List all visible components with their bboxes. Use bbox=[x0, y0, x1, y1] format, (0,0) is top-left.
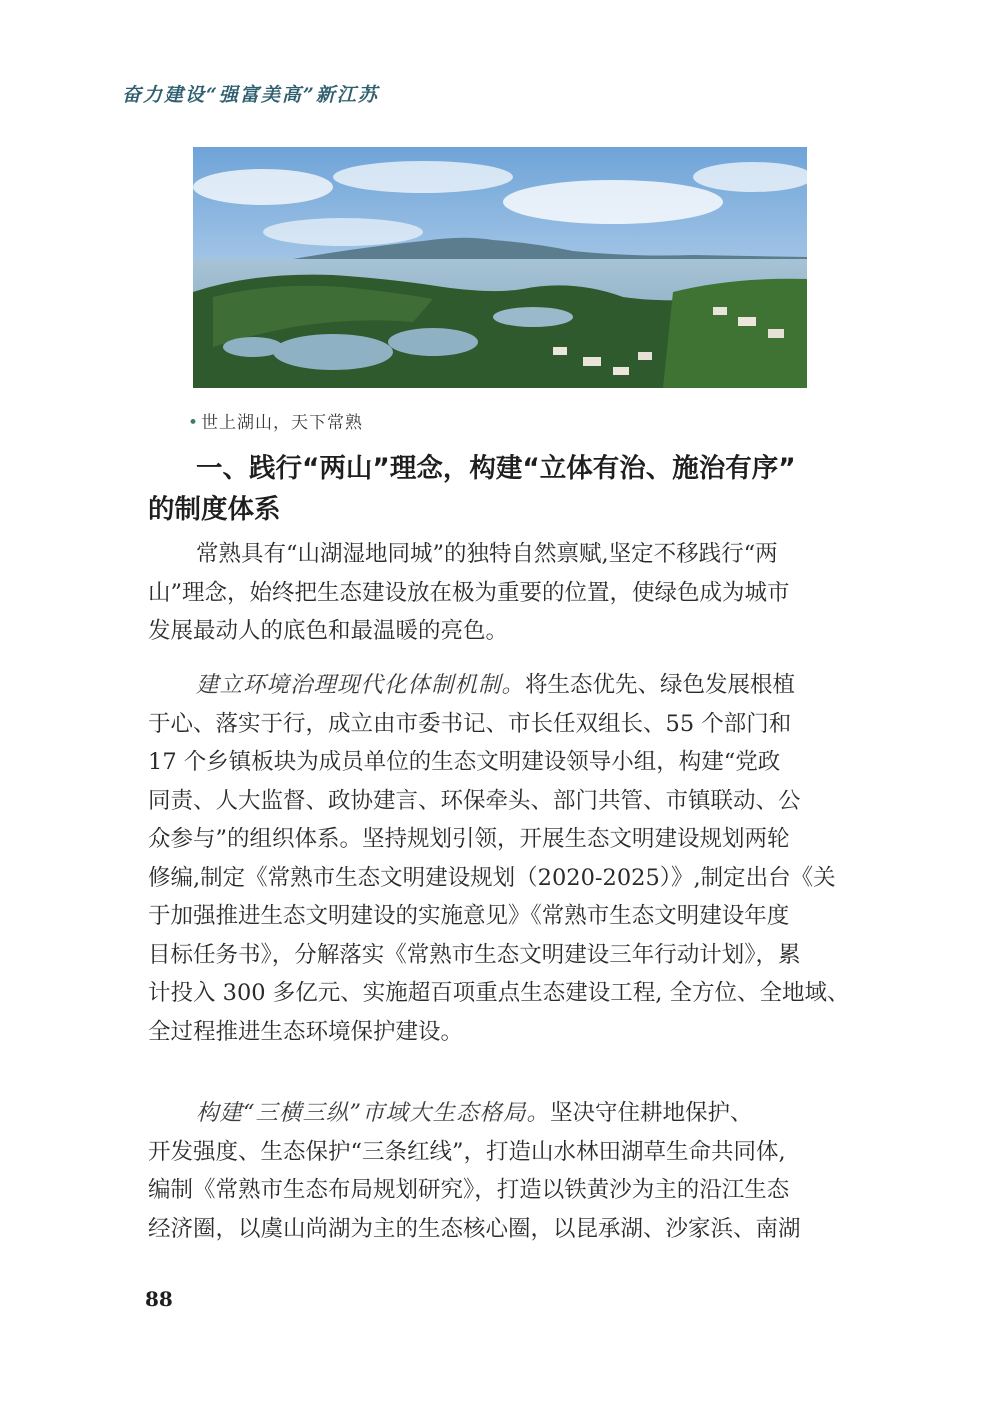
paragraph-line bbox=[148, 1094, 860, 1133]
paragraph-line: 修编,制定《常熟市生态文明建设规划（2020-2025）》,制定出台《关 bbox=[148, 864, 836, 891]
running-head-title: 奋力建设“强富美高”新江苏 bbox=[122, 84, 379, 106]
lake-landscape-photo bbox=[193, 147, 807, 388]
paragraph-line: 全过程推进生态环境保护建设。 bbox=[148, 1018, 464, 1045]
paragraph-line: 发展最动人的底色和最温暖的亮色。 bbox=[148, 618, 509, 644]
section-heading-line-2: 的制度体系 bbox=[148, 494, 281, 525]
page-number: 88 bbox=[145, 1287, 173, 1311]
figure-caption-text: 世上湖山，天下常熟 bbox=[201, 413, 364, 433]
paragraph-line: 常熟具有“山湖湿地同城”的独特自然禀赋,坚定不移践行“两 bbox=[196, 541, 778, 567]
paragraph-lead-phrase: 构建“三横三纵”市域大生态格局。 bbox=[196, 1100, 551, 1126]
paragraph-line-rest: 将生态优先、绿色发展根植 bbox=[525, 672, 796, 698]
paragraph-line: 于加强推进生态文明建设的实施意见》《常熟市生态文明建设年度 bbox=[148, 903, 790, 929]
paragraph-line: 17 个乡镇板块为成员单位的生态文明建设领导小组，构建“党政 bbox=[148, 749, 781, 775]
paragraph-line: 同责、人大监督、政协建言、环保牵头、部门共管、市镇联动、公 bbox=[148, 787, 801, 814]
section-heading-line-1: 一、践行“两山”理念，构建“立体有治、施治有序” bbox=[196, 453, 796, 484]
paragraph-line bbox=[148, 666, 860, 705]
paragraph-line: 经济圈，以虞山尚湖为主的生态核心圈，以昆承湖、沙家浜、南湖 bbox=[148, 1215, 801, 1242]
paragraph-line: 于心、落实于行，成立由市委书记、市长任双组长、55 个部门和 bbox=[148, 710, 792, 737]
section-heading bbox=[148, 448, 860, 530]
paragraph-line: 众参与”的组织体系。坚持规划引领，开展生态文明建设规划两轮 bbox=[148, 826, 790, 852]
paragraph-line: 计投入 300 多亿元、实施超百项重点生态建设工程, 全方位、全地域、 bbox=[148, 980, 850, 1006]
figure-caption bbox=[188, 408, 363, 433]
paragraph-line: 目标任务书》，分解落实《常熟市生态文明建设三年行动计划》，累 bbox=[148, 941, 801, 968]
paragraph-line: 编制《常熟市生态布局规划研究》，打造以铁黄沙为主的沿江生态 bbox=[148, 1177, 790, 1203]
lake-landscape-illustration bbox=[193, 147, 807, 388]
paragraph-1 bbox=[148, 535, 860, 651]
bullet-dot-icon: • bbox=[188, 413, 200, 433]
paragraph-3 bbox=[148, 1094, 860, 1248]
paragraph-line: 山”理念，始终把生态建设放在极为重要的位置，使绿色成为城市 bbox=[148, 579, 790, 606]
paragraph-2 bbox=[148, 666, 860, 1051]
paragraph-line-rest: 坚决守住耕地保护、 bbox=[550, 1100, 753, 1126]
paragraph-lead-phrase: 建立环境治理现代化体制机制。 bbox=[196, 672, 526, 698]
paragraph-line: 开发强度、生态保护“三条红线”，打造山水林田湖草生命共同体, bbox=[148, 1138, 786, 1165]
